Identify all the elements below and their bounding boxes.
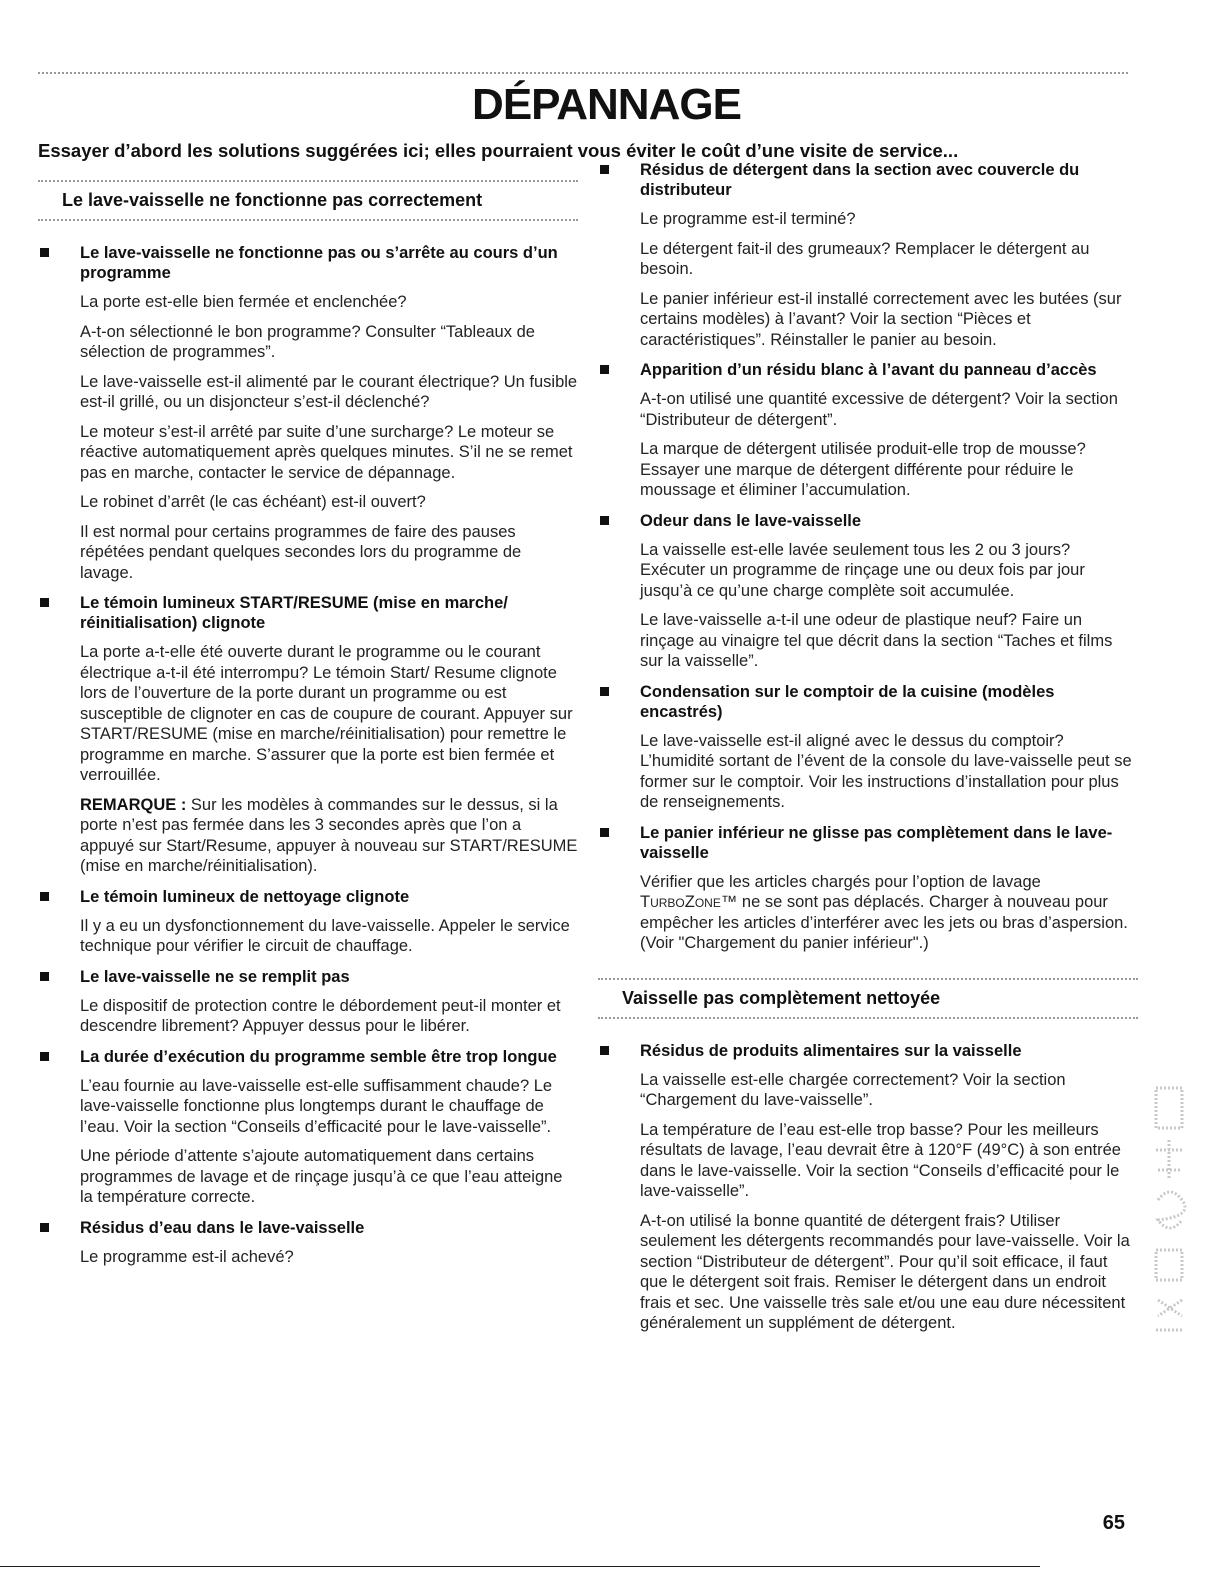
page-title: DÉPANNAGE xyxy=(472,80,741,129)
paragraph: La porte a-t-elle été ouverte durant le programme ou le courant électrique a-t-il été interrompu? Le témoin Start/ Resume clignote lors de l’ouverture de la porte durant un programme ou est susceptible de clignoter en cas de coupure de courant. Appuyer sur START/RESUME (mise en marche/réinitialisation) pour remettre le programme en marche. S’assurer que la porte est bien fermée et verrouillée. xyxy=(80,643,573,784)
paragraph: Il est normal pour certains programmes de faire des pauses répétées pendant quelques secondes lors du programme de lavage. xyxy=(80,522,522,582)
brand-name: TurboZone™ xyxy=(640,893,738,911)
bullet-icon xyxy=(40,892,49,901)
problem-title: Odeur dans le lave-vaisselle xyxy=(598,511,1138,531)
problem-item xyxy=(38,1218,578,1268)
bullet-icon xyxy=(40,972,49,981)
note-label: REMARQUE : xyxy=(80,795,187,814)
problem-item xyxy=(38,887,578,957)
paragraph: La vaisselle est-elle lavée seulement tous les 2 ou 3 jours? Exécuter un programme de rinçage une ou deux fois par jour jusqu’à ce qu’une charge complète soit accumulée. xyxy=(640,540,1085,600)
paragraph: Une période d’attente s’ajoute automatiquement dans certains programmes de lavage et de rinçage jusqu’à ce que l’eau atteigne la température correcte. xyxy=(80,1147,563,1206)
problem-item xyxy=(598,682,1138,813)
problem-title: La durée d’exécution du programme semble être trop longue xyxy=(38,1047,578,1067)
paragraph: Le lave-vaisselle a-t-il une odeur de plastique neuf? Faire un rinçage au vinaigre tel que décrit dans la section “Taches et films sur la vaisselle”. xyxy=(640,611,1113,670)
paragraph: Le programme est-il terminé? xyxy=(640,210,856,228)
paragraph: Le moteur s’est-il arrêté par suite d’une surcharge? Le moteur se réactive automatiquement après quelques minutes. S’il ne se remet pas en marche, contacter le service de dépannage. xyxy=(80,422,573,482)
section-header xyxy=(38,170,578,229)
problem-title: Le panier inférieur ne glisse pas complètement dans le lave-vaisselle xyxy=(598,823,1138,863)
bullet-icon xyxy=(40,1223,49,1232)
problem-item xyxy=(38,243,578,583)
section-title: Vaisselle pas complètement nettoyée xyxy=(622,987,941,1008)
paragraph: A-t-on utilisé la bonne quantité de détergent frais? Utiliser seulement les détergents recommandés pour lave-vaisselle. Voir la section “Distributeur de détergent”. Pour qu’il soit efficace, il faut que le détergent soit frais. Remiser le détergent dans un endroit frais et sec. Une vaisselle très sale et/ou une eau dure nécessitent généralement un supplément de détergent. xyxy=(640,1211,1130,1332)
section-rule-bottom xyxy=(38,219,578,221)
top-dotted-rule xyxy=(38,72,1128,74)
paragraph: La température de l’eau est-elle trop basse? Pour les meilleurs résultats de lavage, l’eau devrait être à 120°F (49°C) à son entrée dans le lave-vaisselle. Voir la section “Conseils d’efficacité pour le lave-vaisselle”. xyxy=(640,1120,1121,1200)
paragraph: Vérifier que les articles chargés pour l’option de lavage TurboZone™ ne se sont pas déplacés. Charger à nouveau pour empêcher les articles d’interférer avec les jets ou bras d’aspersion. (Voir "Chargement du panier inférieur".) xyxy=(640,872,1128,952)
paragraph: Le détergent fait-il des grumeaux? Remplacer le détergent au besoin. xyxy=(640,239,1090,278)
paragraph: Le robinet d’arrêt (le cas échéant) est-il ouvert? xyxy=(80,493,426,511)
section-rule-top xyxy=(598,978,1138,980)
paragraph: A-t-on utilisé une quantité excessive de détergent? Voir la section “Distributeur de détergent”. xyxy=(640,390,1118,429)
note-text: Sur les modèles à commandes sur le dessus, si la porte n’est pas fermée dans les 3 secondes après que l’on a appuyé sur Start/Resume, appuyer à nouveau sur START/RESUME (mise en marche/réinitialisation). xyxy=(80,795,578,875)
bullet-icon xyxy=(600,365,609,374)
scan-watermark-icon xyxy=(1150,1080,1190,1350)
problem-title: Le témoin lumineux START/RESUME (mise en marche/ réinitialisation) clignote xyxy=(38,593,578,633)
intro-line: Essayer d’abord les solutions suggérées ici; elles pourraient vous éviter le coût d’une visite de service... xyxy=(38,140,959,161)
bottom-rule xyxy=(0,1566,1040,1567)
right-column xyxy=(598,160,1138,1344)
problem-title: Le lave-vaisselle ne se remplit pas xyxy=(38,967,578,987)
paragraph: La porte est-elle bien fermée et enclenchée? xyxy=(80,293,407,311)
paragraph: La vaisselle est-elle chargée correctement? Voir la section “Chargement du lave-vaisselle”. xyxy=(640,1070,1066,1109)
paragraph: A-t-on sélectionné le bon programme? Consulter “Tableaux de sélection de programmes”. xyxy=(80,322,535,361)
paragraph: Le programme est-il achevé? xyxy=(80,1247,294,1266)
page-number: 65 xyxy=(1102,1512,1125,1534)
problem-item xyxy=(598,160,1138,350)
section-rule-top xyxy=(38,180,578,182)
problem-item xyxy=(598,823,1138,954)
paragraph: Le lave-vaisselle est-il aligné avec le dessus du comptoir? L’humidité sortant de l’évent de la console du lave-vaisselle peut se former sur le comptoir. Voir les instructions d’installation pour plus de renseignements. xyxy=(640,731,1132,811)
section-title: Le lave-vaisselle ne fonctionne pas correctement xyxy=(62,190,483,210)
problem-title: Le témoin lumineux de nettoyage clignote xyxy=(38,887,578,907)
paragraph: Le lave-vaisselle est-il alimenté par le courant électrique? Un fusible est-il grillé, ou un disjoncteur s’est-il déclenché? xyxy=(80,372,578,411)
problem-title: Résidus d’eau dans le lave-vaisselle xyxy=(38,1218,578,1238)
problem-item xyxy=(598,360,1138,501)
paragraph: La marque de détergent utilisée produit-elle trop de mousse? Essayer une marque de détergent différente pour réduire le moussage et éliminer l’accumulation. xyxy=(640,440,1086,499)
problem-title: Résidus de détergent dans la section avec couvercle du distributeur xyxy=(598,160,1138,200)
problem-title: Apparition d’un résidu blanc à l’avant du panneau d’accès xyxy=(598,360,1138,380)
bullet-icon xyxy=(600,828,609,837)
bullet-icon xyxy=(600,516,609,525)
bullet-icon xyxy=(600,1046,609,1055)
bullet-icon xyxy=(40,1052,49,1061)
problem-item xyxy=(38,593,578,877)
paragraph: Il y a eu un dysfonctionnement du lave-vaisselle. Appeler le service technique pour vérifier le circuit de chauffage. xyxy=(80,916,570,955)
bullet-icon xyxy=(600,165,609,174)
bullet-icon xyxy=(40,598,49,607)
problem-title: Le lave-vaisselle ne fonctionne pas ou s’arrête au cours d’un programme xyxy=(38,243,578,283)
problem-item xyxy=(598,511,1138,672)
problem-title: Résidus de produits alimentaires sur la vaisselle xyxy=(598,1041,1138,1061)
section-rule-bottom xyxy=(598,1017,1138,1019)
paragraph: Le panier inférieur est-il installé correctement avec les butées (sur certains modèles) à l’avant? Voir la section “Pièces et caractéristiques”. Réinstaller le panier au besoin. xyxy=(640,289,1122,349)
bullet-icon xyxy=(600,687,609,696)
paragraph: L’eau fournie au lave-vaisselle est-elle suffisamment chaude? Le lave-vaisselle fonctionne plus longtemps durant le chauffage de l’eau. Voir la section “Conseils d’efficacité pour le lave-vaisselle”. xyxy=(80,1076,553,1136)
problem-item xyxy=(38,1047,578,1208)
section-header xyxy=(598,968,1138,1027)
left-column xyxy=(38,170,578,1277)
note-paragraph xyxy=(38,795,578,877)
problem-item xyxy=(598,1041,1138,1334)
problem-item xyxy=(38,967,578,1037)
problem-title: Condensation sur le comptoir de la cuisine (modèles encastrés) xyxy=(598,682,1138,722)
bullet-icon xyxy=(40,248,49,257)
paragraph: Le dispositif de protection contre le débordement peut-il monter et descendre librement? Appuyer dessus pour le libérer. xyxy=(80,996,561,1035)
